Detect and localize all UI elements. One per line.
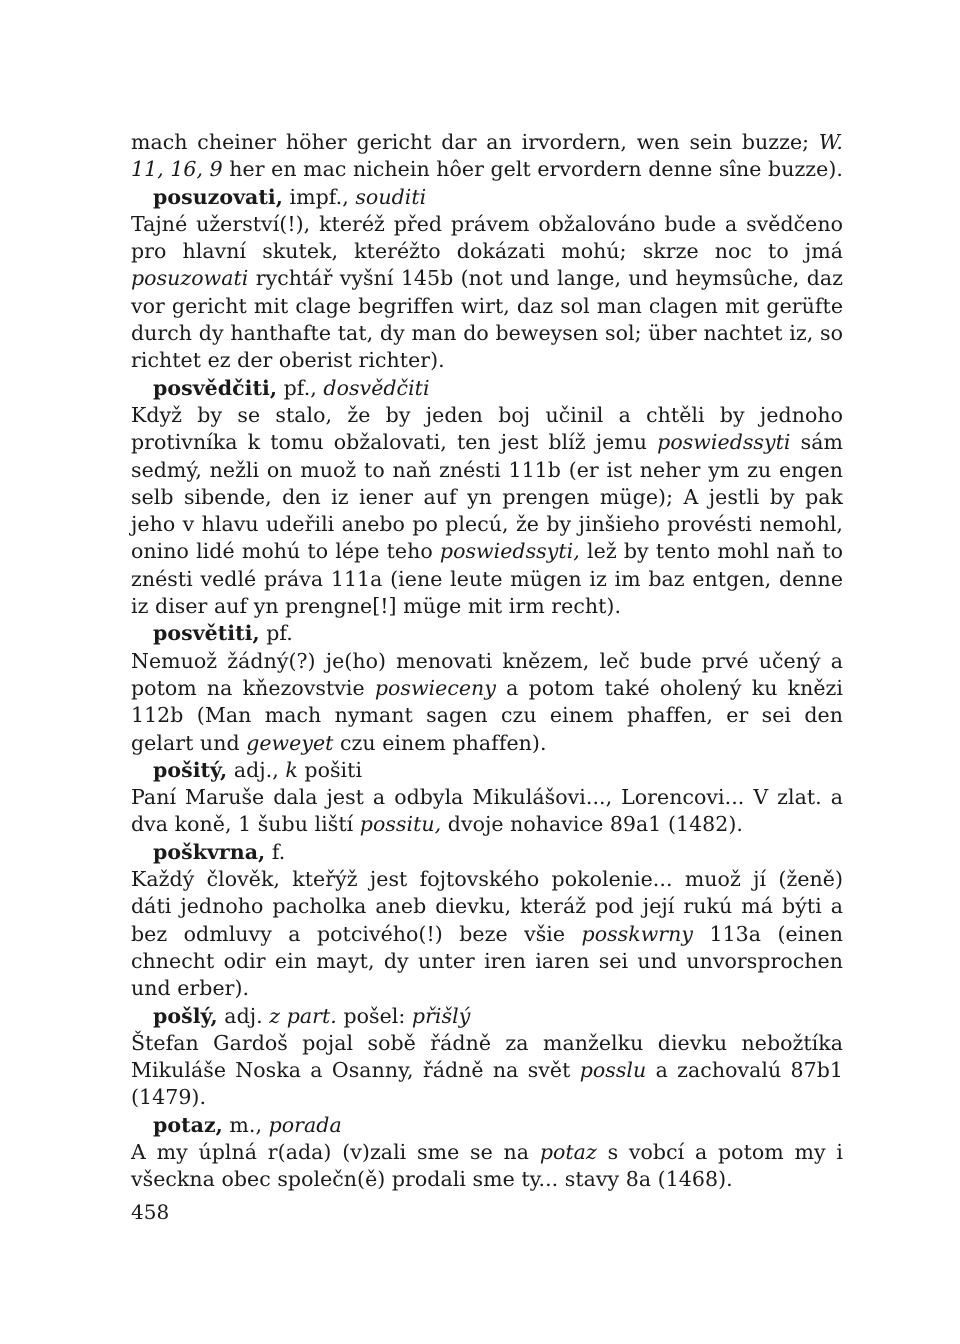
entry-headword-line: [153, 184, 843, 211]
text-run: Tajné užerství(!), kteréž před právem obžalováno bude a svědčeno pro hlavní skutek, kteréžto dokázati mohú; skrze noc to jmá: [131, 211, 843, 264]
entry-headword-line: [153, 620, 843, 647]
text-run: s vobcí a potom my i všeckna obec společn(ě) prodali sme ty... stavy 8a (1468).: [131, 1139, 843, 1192]
text-run: rychtář vyšní 145b (not und lange, und heymsûche, daz vor gericht mit clage begriffen wirt, daz sol man clagen mit gerüfte durch dy hanthafte tat, dy man do beweysen sol; über nachtet iz, so richtet ez der oberist richter).: [131, 266, 843, 373]
italic-run: geweyet: [246, 730, 334, 755]
text-run: pošel:: [336, 1003, 412, 1028]
headword: posvědčiti,: [153, 375, 278, 400]
entry-headword-line: [153, 1003, 843, 1030]
text-run: pf.: [259, 621, 293, 646]
entry-body: [131, 784, 843, 839]
entry-headword-line: [153, 1112, 843, 1139]
text-run: m.,: [222, 1112, 269, 1137]
text-run: lež by tento mohl naň to znésti vedlé práva 111a (iene leute mügen iz im baz entgen, denne iz diser auf yn prengne[!] müge mit irm recht).: [131, 539, 843, 619]
text-run: impf.,: [282, 184, 356, 209]
text-run: a zachovalú 87b1 (1479).: [131, 1058, 843, 1110]
italic-run: poswiedssyti: [657, 430, 791, 455]
headword: poškvrna,: [153, 839, 266, 864]
entry-body: [131, 129, 843, 184]
text-run: Štefan Gardoš pojal sobě řádně za manželku dievku nebožtíka Mikuláše Noska a Osanny, řádně na svět: [131, 1030, 843, 1083]
text-run: pf.,: [277, 375, 324, 400]
entry-headword-line: [153, 757, 843, 784]
text-run: pošiti: [297, 757, 363, 782]
entry-body: [131, 402, 843, 620]
entry-body: [131, 1139, 843, 1194]
text-run: adj.,: [227, 757, 286, 782]
italic-run: W. 11, 16, 9: [131, 130, 843, 182]
italic-run: porada: [268, 1112, 342, 1137]
italic-run: posuzowati: [131, 266, 249, 291]
text-run: her en mac nichein hôer gelt ervordern denne sîne buzze).: [222, 157, 843, 182]
entry-body: [131, 648, 843, 757]
italic-run: potaz: [539, 1139, 597, 1164]
headword: pošlý,: [153, 1003, 218, 1028]
text-run: Paní Maruše dala jest a odbyla Mikulášovi..., Lorencovi... V zlat. a dva koně, 1 šubu liští: [131, 785, 843, 837]
text-run: mach cheiner höher gericht dar an irvordern, wen sein buzze;: [131, 130, 819, 154]
italic-run: posskwrny: [581, 921, 694, 946]
text-run: sám sedmý, nežli on muož to naň znésti 111b (er ist neher ym zu engen selb sibende, den iz iener auf yn prengen müge); A jestli by pak jeho v hlavu udeřili anebo po plecú, že by jinšieho provésti nemohl, onino lidé mohú to lépe teho: [131, 430, 843, 564]
entry-headword-line: [153, 375, 843, 402]
headword: pošitý,: [153, 757, 228, 782]
italic-run: poswieceny: [374, 675, 496, 700]
italic-run: possitu,: [359, 812, 442, 837]
italic-run: poswiedssyti,: [439, 539, 580, 564]
entries-column: [131, 129, 843, 1194]
italic-run: souditi: [355, 184, 427, 209]
italic-run: přišlý: [411, 1003, 471, 1028]
italic-run: k: [285, 757, 298, 782]
text-run: f.: [265, 839, 286, 864]
text-run: Když by se stalo, že by jeden boj učinil a chtěli by jednoho protivníka k tomu obžalovati, ten jest blíž jemu: [131, 402, 843, 455]
text-run: Každý člověk, kteřýž jest fojtovského pokolenie... muož jí (ženě) dáti jednoho pacholka aneb dievku, kteráž pod její rukú má býti a bez odmluvy a potcivého(!) beze všie: [131, 867, 843, 946]
text-run: adj.: [217, 1003, 270, 1028]
text-run: dvoje nohavice 89a1 (1482).: [441, 812, 743, 837]
text-run: Nemuož žádný(?) je(ho) menovati knězem, leč bude prvé učený a potom na kňezovstvie: [131, 648, 843, 700]
italic-run: dosvědčiti: [323, 375, 430, 400]
page-number: 458: [131, 1200, 170, 1224]
text-run: czu einem phaffen).: [333, 730, 547, 755]
headword: posuzovati,: [153, 184, 283, 209]
entry-headword-line: [153, 839, 843, 866]
italic-run: z part.: [269, 1003, 337, 1028]
text-run: A my úplná r(ada) (v)zali sme se na: [131, 1139, 540, 1164]
headword: potaz,: [153, 1112, 223, 1137]
entry-body: [131, 1030, 843, 1112]
entry-body: [131, 866, 843, 1002]
text-run: a potom také oholený ku knězi 112b (Man mach nymant sagen czu einem phaffen, er sei den gelart und: [131, 675, 843, 755]
text-run: 113a (einen chnecht odir ein mayt, dy unter iren iaren sei und unvorsprochen und erber).: [131, 921, 843, 1001]
italic-run: posslu: [579, 1058, 647, 1083]
entry-body: [131, 211, 843, 375]
headword: posvětiti,: [153, 621, 260, 646]
